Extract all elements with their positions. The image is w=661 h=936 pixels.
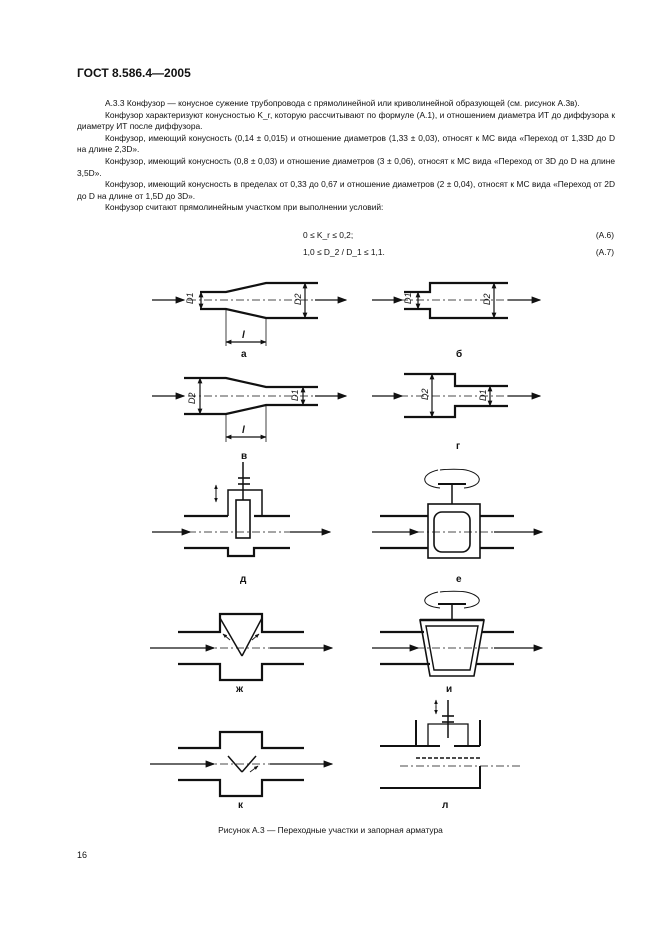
paragraph-conditions: Конфузор считают прямолинейным участком при выполнении условий: [105,202,384,213]
label-d: д [240,574,247,585]
label-i: и [446,684,453,695]
paragraph-ms-1: Конфузор, имеющий конусность (0,14 ± 0,015) и отношение диаметров (1,33 ± 0,03), относят к МС вида «Переход от 1,33D до D на длине 2,3D». [77,132,615,155]
label-a-d2: D2 [293,293,303,305]
paragraph-konfuzor-def: А.3.3 Конфузор — конусное сужение трубопровода с прямолинейной или криволинейной образующей (см. рисунок А.3в). [105,98,580,108]
figure-a3 [0,265,661,825]
formula-a6-number: (А.6) [595,230,614,240]
diagram-i [372,591,542,695]
paragraph-ms-2: Конфузор, имеющий конусность (0,8 ± 0,03) и отношение диаметров (3 ± 0,06), относят к МС вида «Переход от 3D до D на длине 3,5D». [77,155,615,178]
paragraph-ms-3: Конфузор, имеющий конусность в пределах от 0,33 до 0,67 и отношение диаметров (2 ± 0,04), относят к МС вида «Переход от 2D до D на длине от 1,5D до 3D». [77,179,615,201]
body-text [77,98,615,214]
label-a-d1: D1 [185,292,195,304]
diagram-k [150,732,332,811]
label-v-len: l [242,425,245,436]
label-a: а [241,349,247,360]
formula-a6: 0 ≤ K_r ≤ 0,2; [303,230,354,240]
diagram-a [152,283,346,360]
diagram-zh [150,614,332,695]
diagram-v [152,378,346,462]
label-b: б [456,349,463,360]
formula-a7: 1,0 ≤ D_2 / D_1 ≤ 1,1. [303,247,385,257]
formula-a7-number: (А.7) [595,247,614,257]
figure-caption: Рисунок А.3 — Переходные участки и запорная арматура [218,825,443,835]
label-v-d2: D2 [187,392,197,404]
diagram-d [152,462,330,585]
label-b-d1: D1 [403,292,413,304]
label-l: л [442,800,449,811]
paragraph-konusnost: Конфузор характеризуют конусностью K_r, которую рассчитывают по формуле (А.1), и отношением диаметра ИТ до диффузора к диаметру ИТ после диффузора. [77,109,615,132]
label-g-d2: D2 [420,388,430,400]
page-number: 16 [77,850,88,860]
label-k: к [238,800,244,811]
document-header: ГОСТ 8.586.4—2005 [77,66,191,80]
label-b-d2: D2 [482,293,492,305]
label-g: г [456,441,461,452]
diagram-l [380,700,520,811]
label-zh: ж [236,684,244,695]
label-v-d1: D1 [290,389,300,401]
label-v: в [241,451,248,462]
label-e: е [456,574,462,585]
diagram-e [372,469,542,585]
diagram-b [372,283,540,360]
diagram-g [372,374,540,452]
label-g-d1: D1 [478,389,488,401]
label-a-len: l [242,330,245,341]
